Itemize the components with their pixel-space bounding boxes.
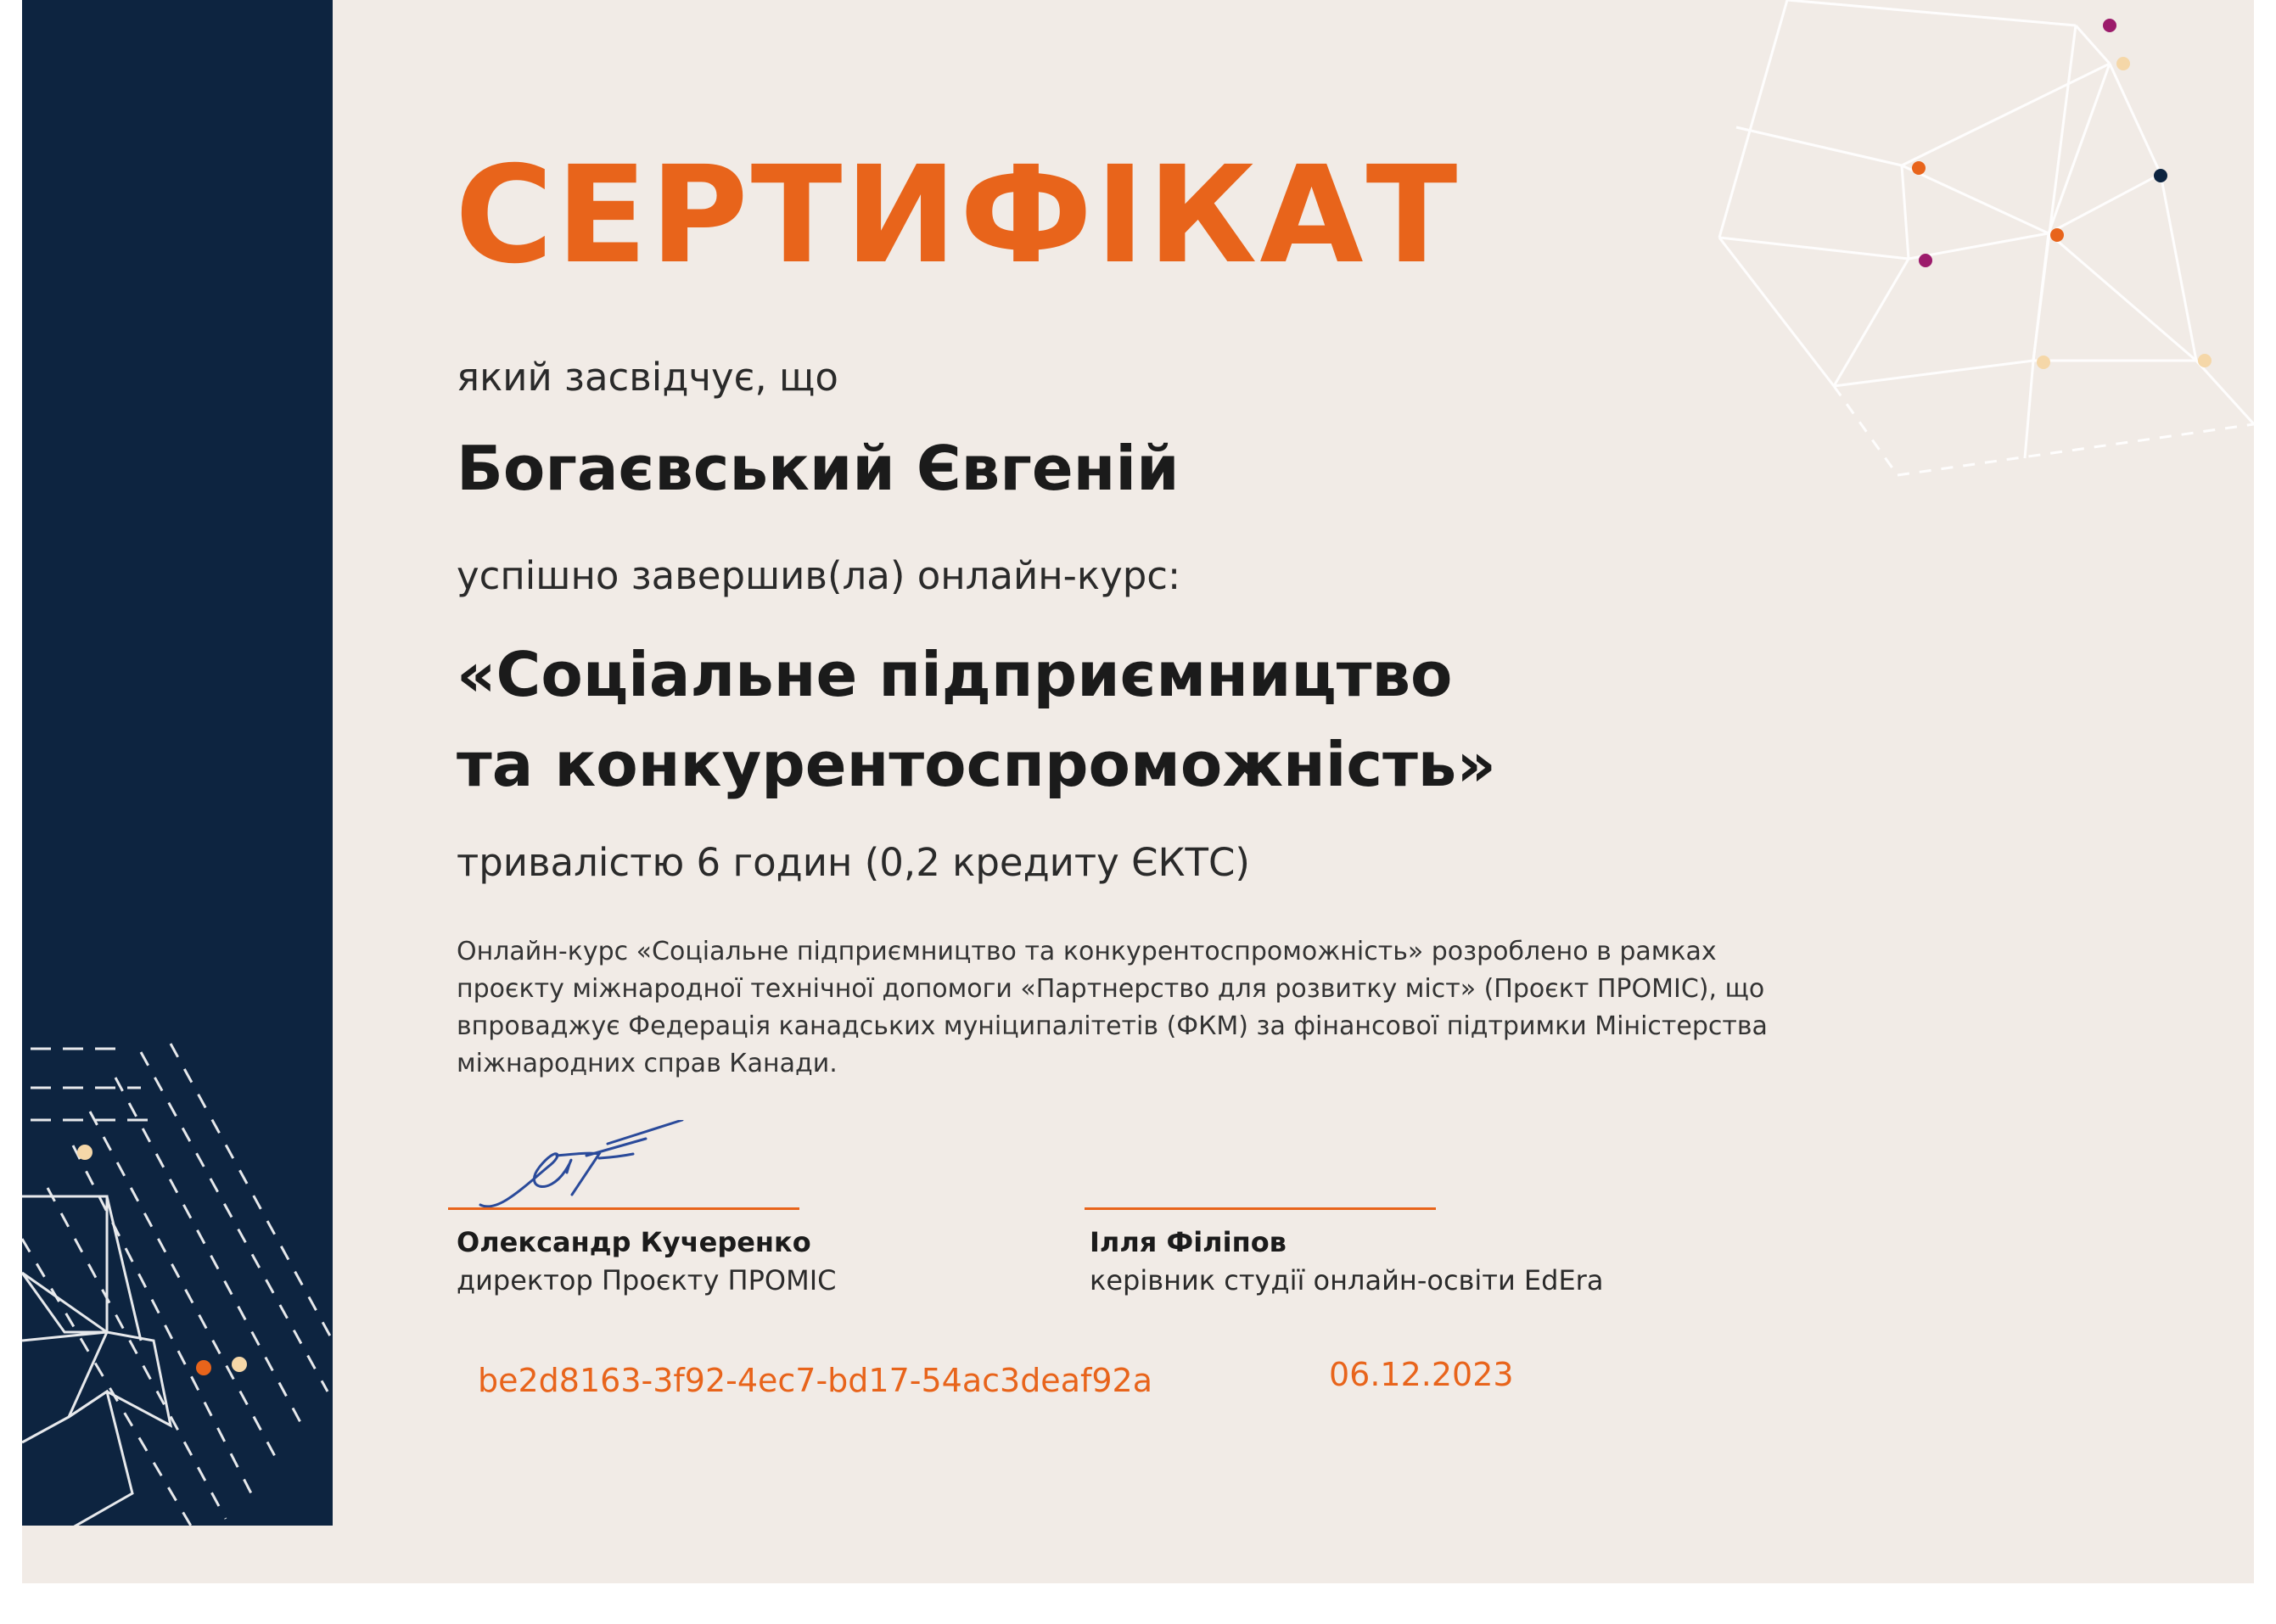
- certificate-id: be2d8163-3f92-4ec7-bd17-54ac3deaf92a: [478, 1362, 1152, 1399]
- intro-text: який засвідчує, що: [457, 355, 838, 400]
- course-title: [457, 630, 1496, 809]
- course-title-line: та конкурентоспроможність»: [457, 729, 1496, 800]
- course-description: [457, 933, 1780, 1083]
- signature-line: [448, 1207, 799, 1210]
- signer-role: директор Проєкту ПРОМІС: [457, 1264, 837, 1296]
- network-pattern-icon: [1711, 0, 2254, 509]
- description-line: впроваджує Федерація канадських муніципалітетів (ФКМ) за фінансової підтримки Міністерства: [457, 1011, 1768, 1041]
- signer-role: керівник студії онлайн-освіти EdEra: [1090, 1264, 1604, 1296]
- signer-name: Олександр Кучеренко: [457, 1226, 811, 1258]
- certificate-sheet: [22, 0, 2254, 1583]
- left-decorative-band: [22, 0, 333, 1526]
- course-title-line: «Соціальне підприємництво: [457, 639, 1453, 710]
- geometric-pattern-icon: [22, 1018, 333, 1526]
- signature-line: [1085, 1207, 1436, 1210]
- signer-name: Ілля Філіпов: [1090, 1226, 1287, 1258]
- completion-text: успішно завершив(ла) онлайн-курс:: [457, 553, 1181, 598]
- course-duration: тривалістю 6 годин (0,2 кредиту ЄКТС): [457, 840, 1250, 885]
- certificate-title: СЕРТИФІКАТ: [455, 137, 1460, 294]
- signature-icon: [472, 1120, 701, 1218]
- description-line: міжнародних справ Канади.: [457, 1049, 838, 1078]
- description-line: проєкту міжнародної технічної допомоги «Партнерство для розвитку міст» (Проєкт ПРОМІС), що: [457, 974, 1765, 1004]
- certificate-date: 06.12.2023: [1329, 1356, 1514, 1393]
- description-line: Онлайн-курс «Соціальне підприємництво та конкурентоспроможність» розроблено в рамках: [457, 937, 1717, 966]
- recipient-name: Богаєвський Євгеній: [457, 433, 1180, 504]
